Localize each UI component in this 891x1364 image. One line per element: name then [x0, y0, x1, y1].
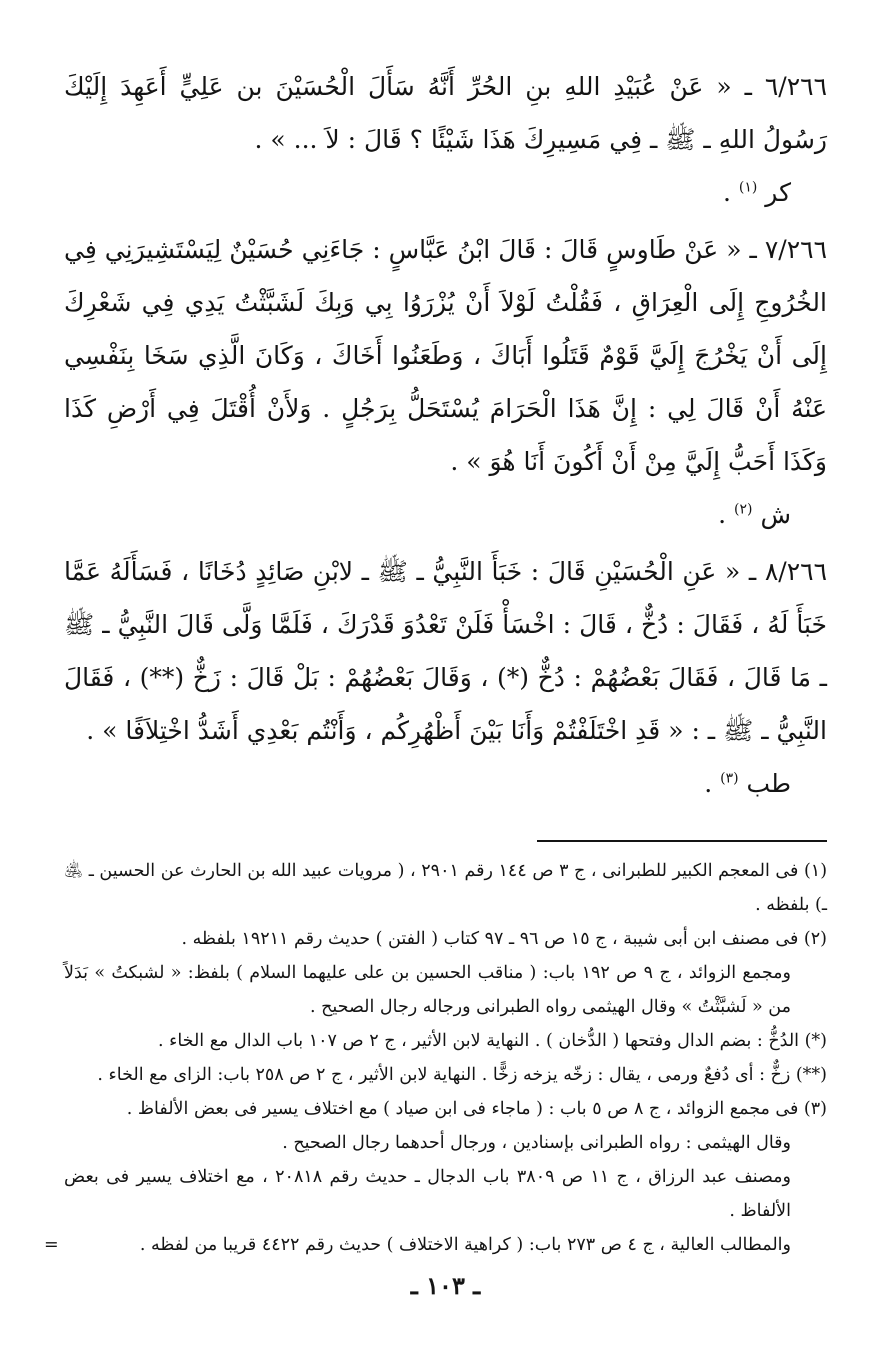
source-abbrev: كر — [765, 178, 791, 207]
footnote-continuation: ومجمع الزوائد ، ج ٩ ص ١٩٢ باب: ( مناقب الحسين بن على عليهما السلام ) بلفظ: « لشبكتُ » بَدَلاً من « لَشبَّثْتُ » وقال الهيثمى رواه الطبرانى ورجاله رجال الصحيح . — [64, 963, 791, 1017]
hadith-entry — [64, 60, 827, 219]
footnote-continuation: ومصنف عبد الرزاق ، ج ١١ ص ٣٨٠٩ باب الدجال ـ حديث رقم ٢٠٨١٨ ، مع اختلاف يسير فى بعض الألفاظ . — [64, 1167, 791, 1221]
footnote: (*) الدُخُّ : بضم الدال وفتحها ( الدُّخان ) . النهاية لابن الأثير ، ج ٢ ص ١٠٧ باب الدال مع الخاء . — [157, 1031, 827, 1051]
continuation-mark: = — [44, 1235, 59, 1255]
hadith-entry — [64, 223, 827, 541]
hadith-entry — [64, 545, 827, 810]
footnote-ref: (١) — [738, 179, 758, 196]
footnote: (١) فى المعجم الكبير للطبرانى ، ج ٣ ص ١٤٤ رقم ٢٩٠١ ، ( مرويات عبيد الله بن الحارث عن الحسين ـ ﵁ ـ) بلفظه . — [64, 861, 828, 915]
source-abbrev: ش — [760, 500, 791, 529]
source-line: كر $^{(١)}$ . — [722, 178, 791, 207]
footnote: (٣) فى مجمع الزوائد ، ج ٨ ص ٥ باب : ( ماجاء فى ابن صياد ) مع اختلاف يسير فى بعض الألفاظ . — [126, 1099, 827, 1119]
footnote-continuation: وقال الهيثمى : رواه الطبرانى بإسنادين ، ورجال أحدهما رجال الصحيح . — [282, 1133, 791, 1153]
footnote-ref: (٢) — [734, 501, 753, 518]
hadith-entries — [64, 60, 827, 810]
footnote-continuation: والمطالب العالية ، ج ٤ ص ٢٧٣ باب: ( كراهية الاختلاف ) حديث رقم ٤٤٢٢ قريبا من لفظه . — [139, 1235, 791, 1255]
source-abbrev: طب — [746, 769, 791, 798]
footnote-last-block — [44, 1228, 827, 1262]
source-line: طب $^{(٣)}$ . — [704, 769, 791, 798]
footnotes — [44, 854, 828, 1262]
footnote-ref: (٣) — [720, 770, 739, 787]
page-number: ـ ١٠٣ ـ — [410, 1271, 481, 1300]
footnote: (٢) فى مصنف ابن أبى شيبة ، ج ١٥ ص ٩٦ ـ ٩٧ كتاب ( الفتن ) حديث رقم ١٩٢١١ بلفظه . — [181, 929, 827, 949]
hadith-text: ٦/٢٦٦ ـ « عَنْ عُبَيْدِ اللهِ بنِ الحُرِّ أَنَّهُ سَأَلَ الْحُسَيْنَ بن عَلِيٍّ أَعَهِدَ إِلَيْكَ رَسُولُ اللهِ ـ ﷺ ـ فِي مَسِيرِكَ هَذَا شَيْئًا ؟ قَالَ : لاَ ... » . — [64, 72, 827, 154]
footnote-divider — [537, 840, 827, 842]
hadith-text: ٨/٢٦٦ ـ « عَنِ الْحُسَيْنِ قَالَ : خَبَأَ النَّبِيُّ ـ ﷺ ـ لابْنِ صَائِدٍ دُخَانًا ، فَسَأَلَهُ عَمَّا خَبَأَ لَهُ ، فَقَالَ : دُخٌّ ، قَالَ : اخْسَأْ فَلَنْ تَعْدُوَ قَدْرَكَ ، فَلَمَّا وَلَّى قَالَ النَّبِيُّ ـ ﷺ ـ مَا قَالَ ، فَقَالَ بَعْضُهُمْ : دُخٌّ (*) ، وَقَالَ بَعْضُهُمْ : بَلْ قَالَ : زَخٌّ (**) ، فَقَالَ النَّبِيُّ ـ ﷺ ـ : « قَدِ اخْتَلَفْتُمْ وَأَنَا بَيْنَ أَظْهُرِكُم ، وَأَنْتُم بَعْدِي أَشَدُّ اخْتِلاَفًا » . — [64, 557, 827, 745]
source-line: ش $^{(٢)}$ . — [718, 500, 791, 529]
footnote: (**) زخٌّ : أى دُفعٌ ورمى ، يقال : زخّه يزخه زخًّا . النهاية لابن الأثير ، ج ٢ ص ٢٥٨ باب: الزاى مع الخاء . — [97, 1065, 827, 1085]
hadith-text: ٧/٢٦٦ ـ « عَنْ طَاوسٍ قَالَ : قَالَ ابْنُ عَبَّاسٍ : جَاءَنِي حُسَيْنٌ لِيَسْتَشِيرَنِي فِي الخُرُوجِ إِلَى الْعِرَاقِ ، فَقُلْتُ لَوْلاَ أَنْ يُزْرَوُا بِي وَبِكَ لَشَبَّثْتُ يَدِي فِي شَعْرِكَ إِلَى أَنْ يَخْرُجَ إِلَيَّ قَوْمٌ قَتَلُوا أَبَاكَ ، وَطَعَنُوا أَخَاكَ ، وَكَانَ الَّذِي سَخَا بِنَفْسِي عَنْهُ أَنْ قَالَ لِي : إِنَّ هَذَا الْحَرَامَ يُسْتَحَلُّ بِرَجُلٍ . وَلأَنْ أُقْتَلَ فِي أَرْضِ كَذَا وَكَذَا أَحَبُّ إِلَيَّ مِنْ أَنْ أَكُونَ أَنَا هُوَ » . — [64, 235, 827, 476]
